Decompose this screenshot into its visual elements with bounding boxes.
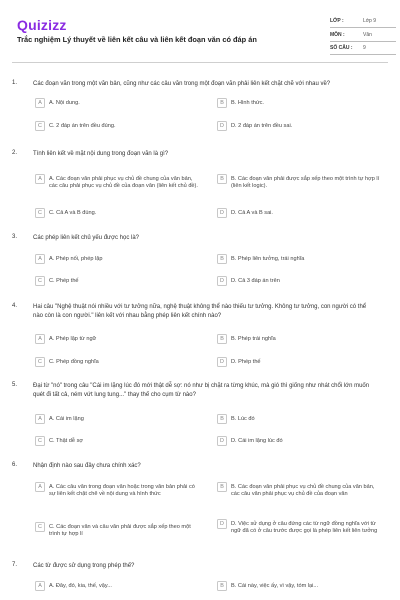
option-text: B. Phép liên tưởng, trái nghĩa	[231, 255, 305, 262]
meta-label: LỚP :	[330, 18, 344, 24]
option-letter: B	[217, 482, 227, 492]
meta-underline	[330, 54, 396, 55]
meta-label: SỐ CÂU :	[330, 45, 353, 51]
meta-value: Lớp 9	[363, 18, 377, 24]
option-letter: D	[217, 208, 227, 218]
option-text: A. Các đoạn văn phải phục vụ chủ đề chung của văn bản, các câu phải phục vụ chủ đề của đoạn văn (liên kết chủ đề).	[49, 175, 198, 189]
option-letter: B	[217, 98, 227, 108]
worksheet-header	[12, 8, 388, 60]
option-letter: C	[35, 208, 45, 218]
option-letter: C	[35, 436, 45, 446]
option-text: C. Phép đồng nghĩa	[49, 358, 99, 365]
option-letter: A	[35, 174, 45, 184]
option-text: B. Các đoạn văn phải phục vụ chủ đề chung của văn bản, các câu văn phải phục vụ chủ đề của đoạn văn	[231, 483, 375, 497]
question-number: 5.	[12, 382, 18, 388]
option-letter: B	[217, 334, 227, 344]
question-text: Đại từ "nó" trong câu "Cái im lặng lúc đó mới thật dễ sợ: nó như bị chặt ra từng khúc, mà gió thì giống như nhát chổi lớn muốn quét đi tất cả, ném vứt lung tung..." thay thế cho cụm từ nào?	[33, 383, 370, 398]
question-number: 7.	[12, 562, 18, 568]
option-letter: C	[35, 276, 45, 286]
option-letter: A	[35, 482, 45, 492]
option-text: C. Các đoạn văn và câu văn phải được sắp xếp theo một trình tự hợp lí	[49, 523, 191, 537]
option-text: D. Việc sử dụng ở câu đứng các từ ngữ đồng nghĩa với từ ngữ đã có ở câu trước được gọi là phép liên kết liên tưởng	[231, 520, 378, 534]
question-number: 2.	[12, 150, 18, 156]
meta-row-count	[330, 45, 388, 56]
option-text: D. Cả A và B sai.	[231, 209, 273, 216]
question-text: Các phép liên kết chủ yếu được học là?	[33, 235, 140, 241]
option-letter: A	[35, 581, 45, 591]
option-letter: A	[35, 414, 45, 424]
question-number: 3.	[12, 234, 18, 240]
option-letter: C	[35, 522, 45, 532]
option-text: B. Lúc đó	[231, 415, 255, 422]
option-letter: C	[35, 357, 45, 367]
option-text: D. Phép thế	[231, 358, 261, 365]
option-letter: B	[217, 174, 227, 184]
option-text: A. Các câu văn trong đoạn văn hoặc trong văn bản phải có sự liên kết chặt chẽ về nội dung và hình thức	[49, 483, 195, 497]
question-text: Tính liên kết về mặt nội dung trong đoạn văn là gì?	[33, 151, 169, 157]
question-number: 6.	[12, 462, 18, 468]
option-text: A. Cái im lặng	[49, 415, 84, 422]
option-letter: D	[217, 436, 227, 446]
option-letter: D	[217, 276, 227, 286]
question-number: 1.	[12, 80, 18, 86]
option-letter: A	[35, 334, 45, 344]
meta-underline	[330, 41, 396, 42]
option-letter: C	[35, 121, 45, 131]
option-letter: B	[217, 414, 227, 424]
question-text: Các từ được sử dụng trong phép thế?	[33, 563, 135, 569]
option-letter: D	[217, 121, 227, 131]
option-text: C. Cả A và B đúng.	[49, 209, 97, 216]
option-text: A. Đây, đó, kia, thế, vậy...	[49, 582, 112, 589]
meta-value: 9	[363, 45, 366, 51]
option-text: D. Cả 3 đáp án trên	[231, 277, 280, 284]
header-divider	[12, 62, 388, 63]
option-text: C. Phép thế	[49, 277, 79, 284]
option-letter: A	[35, 98, 45, 108]
meta-label: MÔN :	[330, 31, 345, 38]
meta-row-class	[330, 18, 388, 29]
option-text: B. Phép trái nghĩa	[231, 335, 276, 342]
worksheet-title: Trắc nghiệm Lý thuyết về liên kết câu và liên kết đoạn văn có đáp án	[17, 35, 257, 44]
worksheet-meta	[330, 18, 388, 59]
question-number: 4.	[12, 303, 18, 309]
question-text: Nhận định nào sau đây chưa chính xác?	[33, 463, 141, 469]
option-letter: B	[217, 581, 227, 591]
option-text: A. Phép nối, phép lặp	[49, 255, 103, 262]
option-text: B. Hình thức.	[231, 99, 264, 106]
question-text: Các đoạn văn trong một văn bản, cũng như các câu văn trong một đoạn văn phải liên kết chặt chẽ với nhau về?	[33, 81, 331, 87]
option-letter: B	[217, 254, 227, 264]
option-text: D. Cái im lặng lúc đó	[231, 437, 283, 444]
question-text: Hai câu "Nghệ thuật nói nhiều với tư tưởng nữa, nghệ thuật không thể nào thiếu tư tưởng. Không tư tưởng, con người có thể nào còn là con người." liên kết với nhau bằng phép liên kết chính nào?	[33, 304, 367, 319]
meta-underline	[330, 27, 396, 28]
meta-row-subject	[330, 32, 388, 43]
option-text: B. Cái này, việc ấy, vì vậy, tóm lại...	[231, 582, 319, 589]
option-text: B. Các đoạn văn phải được sắp xếp theo một trình tự hợp lí (liên kết logic).	[231, 175, 380, 189]
meta-value: Văn	[363, 31, 372, 38]
option-letter: D	[217, 357, 227, 367]
option-letter: D	[217, 519, 227, 529]
option-text: A. Nội dung.	[49, 99, 80, 106]
quizizz-logo: Quizizz	[17, 17, 67, 33]
option-text: D. 2 đáp án trên đều sai.	[231, 122, 293, 129]
option-text: A. Phép lặp từ ngữ	[49, 335, 97, 342]
option-text: C. Thật dễ sợ	[49, 437, 84, 444]
option-letter: A	[35, 254, 45, 264]
option-text: C. 2 đáp án trên đều đúng.	[49, 122, 116, 129]
